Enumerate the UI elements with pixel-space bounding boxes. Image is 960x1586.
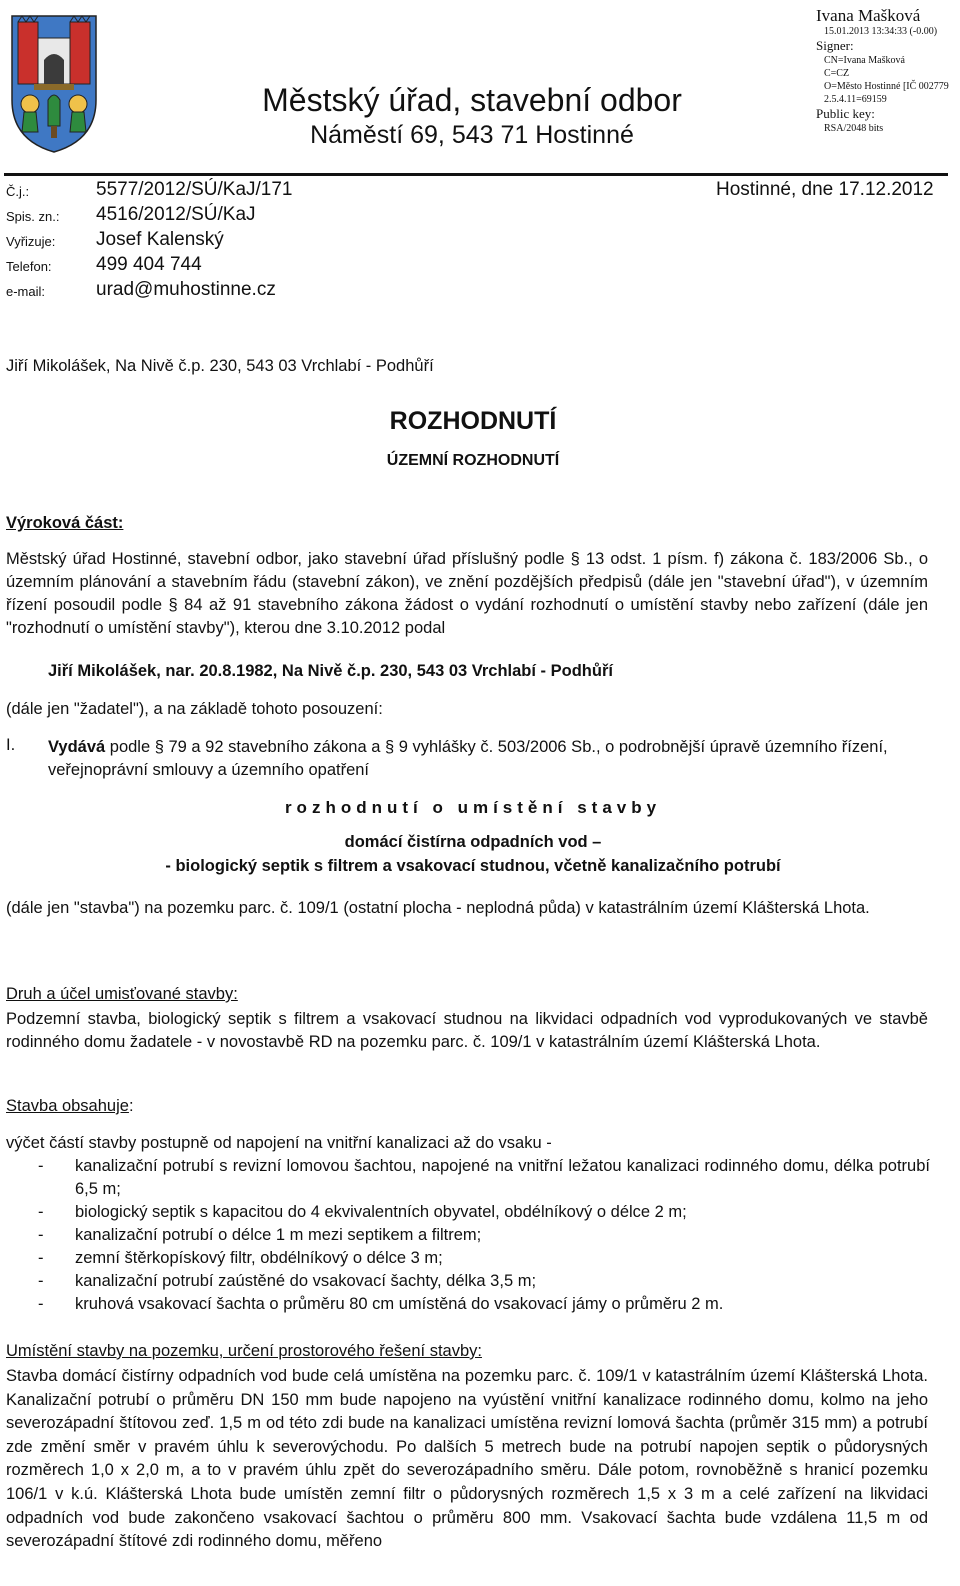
- signer-organization: O=Město Hostinné [IČ 002779: [824, 81, 949, 92]
- purpose-paragraph: Podzemní stavba, biologický septik s filtrem a vsakovací studnou na likvidaci odpadních vod vyprodukovaných ve stavbě rodinného domu žadatele - v novostavbě RD na pozemku parc. č. 109/1 v katastrálním území Klášterská Lhota.: [6, 1010, 928, 1051]
- signer-name: Ivana Mašková: [816, 6, 921, 25]
- list-dash: -: [38, 1272, 44, 1290]
- document-title: ROZHODNUTÍ: [389, 407, 557, 435]
- list-dash: -: [38, 1203, 44, 1221]
- handler-name: Josef Kalenský: [96, 229, 224, 250]
- phone-number: 499 404 744: [96, 254, 202, 275]
- signer-cn: CN=Ivana Mašková: [824, 55, 905, 66]
- list-item-text: zemní štěrkopískový filtr, obdélníkový o délce 3 m;: [75, 1249, 443, 1267]
- subject-line-1: domácí čistírna odpadních vod –: [344, 833, 602, 851]
- placement-heading: Umístění stavby na pozemku, určení prostorového řešení stavby:: [6, 1342, 482, 1360]
- issues-paragraph: [48, 736, 928, 782]
- applicant-line: Jiří Mikolášek, nar. 20.8.1982, Na Nivě č.p. 230, 543 03 Vrchlabí - Podhůří: [48, 662, 613, 680]
- contents-heading: [6, 1097, 134, 1116]
- purpose-heading: Druh a účel umisťované stavby:: [6, 985, 238, 1003]
- handler-label: Vyřizuje:: [6, 234, 56, 249]
- handler-row: [6, 228, 946, 253]
- list-item: [30, 1155, 930, 1201]
- applicant-note: (dále jen "žadatel"), a na základě tohoto posouzení:: [6, 700, 383, 718]
- roman-numeral: I.: [6, 736, 16, 754]
- signature-timestamp: 15.01.2013 13:34:33 (-0.00): [824, 26, 938, 37]
- phone-label: Telefon:: [6, 259, 52, 274]
- list-item: [30, 1293, 930, 1316]
- list-dash: -: [38, 1157, 44, 1175]
- signer-label: Signer:: [816, 38, 854, 53]
- list-item-text: kruhová vsakovací šachta o průměru 80 cm umístěná do vsakovací jámy o průměru 2 m.: [75, 1295, 724, 1313]
- file-mark-row: [6, 203, 946, 228]
- header-divider: [4, 173, 948, 176]
- public-key-value: RSA/2048 bits: [824, 123, 884, 134]
- decision-heading: rozhodnutí o umístění stavby: [284, 798, 662, 817]
- issues-text: podle § 79 a 92 stavebního zákona a § 9 vyhlášky č. 503/2006 Sb., o podrobnější úpravě územního řízení, veřejnoprávní smlouvy a územního opatření: [48, 738, 888, 779]
- list-item-text: kanalizační potrubí s revizní lomovou šachtou, napojené na vnitřní ležatou kanalizaci rodinného domu, délka potrubí 6,5 m;: [75, 1157, 930, 1198]
- place-and-date: Hostinné, dne 17.12.2012: [716, 179, 934, 200]
- contents-list: [30, 1155, 930, 1316]
- location-paragraph: (dále jen "stavba") na pozemku parc. č. 109/1 (ostatní plocha - neplodná půda) v katastrálním území Klášterská Lhota.: [6, 899, 870, 917]
- list-item: [30, 1247, 930, 1270]
- coat-of-arms-logo: [8, 8, 100, 154]
- recipient-address: Jiří Mikolášek, Na Nivě č.p. 230, 543 03 Vrchlabí - Podhůří: [6, 357, 434, 375]
- phone-row: [6, 253, 946, 278]
- signer-oid: 2.5.4.11=69159: [824, 94, 887, 105]
- contents-intro: výčet částí stavby postupně od napojení na vnitřní kanalizaci až do vsaku -: [6, 1134, 552, 1152]
- email-row: [6, 278, 946, 303]
- file-mark-label: Spis. zn.:: [6, 209, 60, 224]
- list-dash: -: [38, 1295, 44, 1313]
- digital-signature-block: [816, 6, 949, 135]
- placement-paragraph: Stavba domácí čistírny odpadních vod bude celá umístěna na pozemku parc. č. 109/1 v katastrálním území Klášterská Lhota. Kanalizační potrubí o průměru DN 150 mm bude napojeno na vyústění vnitřní kanalizace rodinného domu, kolmo na jeho severozápadní štítovou zeď. 1,5 m od této zdi bude na kanalizaci umístěna revizní lomová šachta (průměr 315 mm) a potrubí zde změní směr v pravém úhlu k severovýchodu. Po dalších 5 metrech bude na potrubí napojen septik o půdorysných rozměrech 1,0 x 2,0 m, a to v pravém úhlu zpět do severozápadního směru. Dále potom, rovnoběžně s hranicí pozemku 106/1 v k.ú. Klášterská Lhota bude umístěn zemní filtr o půdorysných rozměrech 1,5 x 3 m a celé zařízení na likvidaci odpadních vod bude zakončeno vsakovací šachtou o průměru 800 mm. Vsakovací šachta bude vzdálena 11,5 m od severozápadní štítové zdi rodinného domu, měřeno: [6, 1367, 928, 1551]
- subject-line-2: - biologický septik s filtrem a vsakovací studnou, včetně kanalizačního potrubí: [165, 857, 781, 875]
- contents-heading-colon: :: [128, 1097, 134, 1115]
- list-item-text: kanalizační potrubí zaústěné do vsakovací šachty, délka 3,5 m;: [75, 1272, 537, 1290]
- list-dash: -: [38, 1249, 44, 1267]
- office-title: Městský úřad, stavební odbor: [262, 82, 682, 118]
- email-address: urad@muhostinne.cz: [96, 279, 276, 300]
- reference-number: 5577/2012/SÚ/KaJ/171: [96, 179, 293, 200]
- file-mark-value: 4516/2012/SÚ/KaJ: [96, 204, 256, 225]
- list-dash: -: [38, 1226, 44, 1244]
- signer-country: C=CZ: [824, 68, 850, 79]
- list-item-text: biologický septik s kapacitou do 4 ekvivalentních obyvatel, obdélníkový o délce 2 m;: [75, 1203, 687, 1221]
- list-item-text: kanalizační potrubí o délce 1 m mezi septikem a filtrem;: [75, 1226, 482, 1244]
- list-item: [30, 1224, 930, 1247]
- office-address: Náměstí 69, 543 71 Hostinné: [310, 121, 634, 149]
- reference-label: Č.j.:: [6, 184, 30, 199]
- section-heading: Výroková část:: [6, 514, 124, 532]
- contents-heading-text: Stavba obsahuje: [6, 1097, 129, 1115]
- intro-paragraph: Městský úřad Hostinné, stavební odbor, jako stavební úřad příslušný podle § 13 odst. 1 písm. f) zákona č. 183/2006 Sb., o územním plánování a stavebním řádu (stavební zákon), ve znění pozdějších předpisů (dále jen "stavební úřad"), v územním řízení posoudil podle § 84 až 91 stavebního zákona žádost o vydání rozhodnutí o umístění stavby nebo zařízení (dále jen "rozhodnutí o umístění stavby"), kterou dne 3.10.2012 podal: [6, 550, 928, 637]
- email-label: e-mail:: [6, 284, 46, 299]
- public-key-label: Public key:: [816, 106, 875, 121]
- list-item: [30, 1201, 930, 1224]
- issues-verb: Vydává: [48, 738, 106, 756]
- list-item: [30, 1270, 930, 1293]
- document-subtitle: ÚZEMNÍ ROZHODNUTÍ: [386, 452, 560, 469]
